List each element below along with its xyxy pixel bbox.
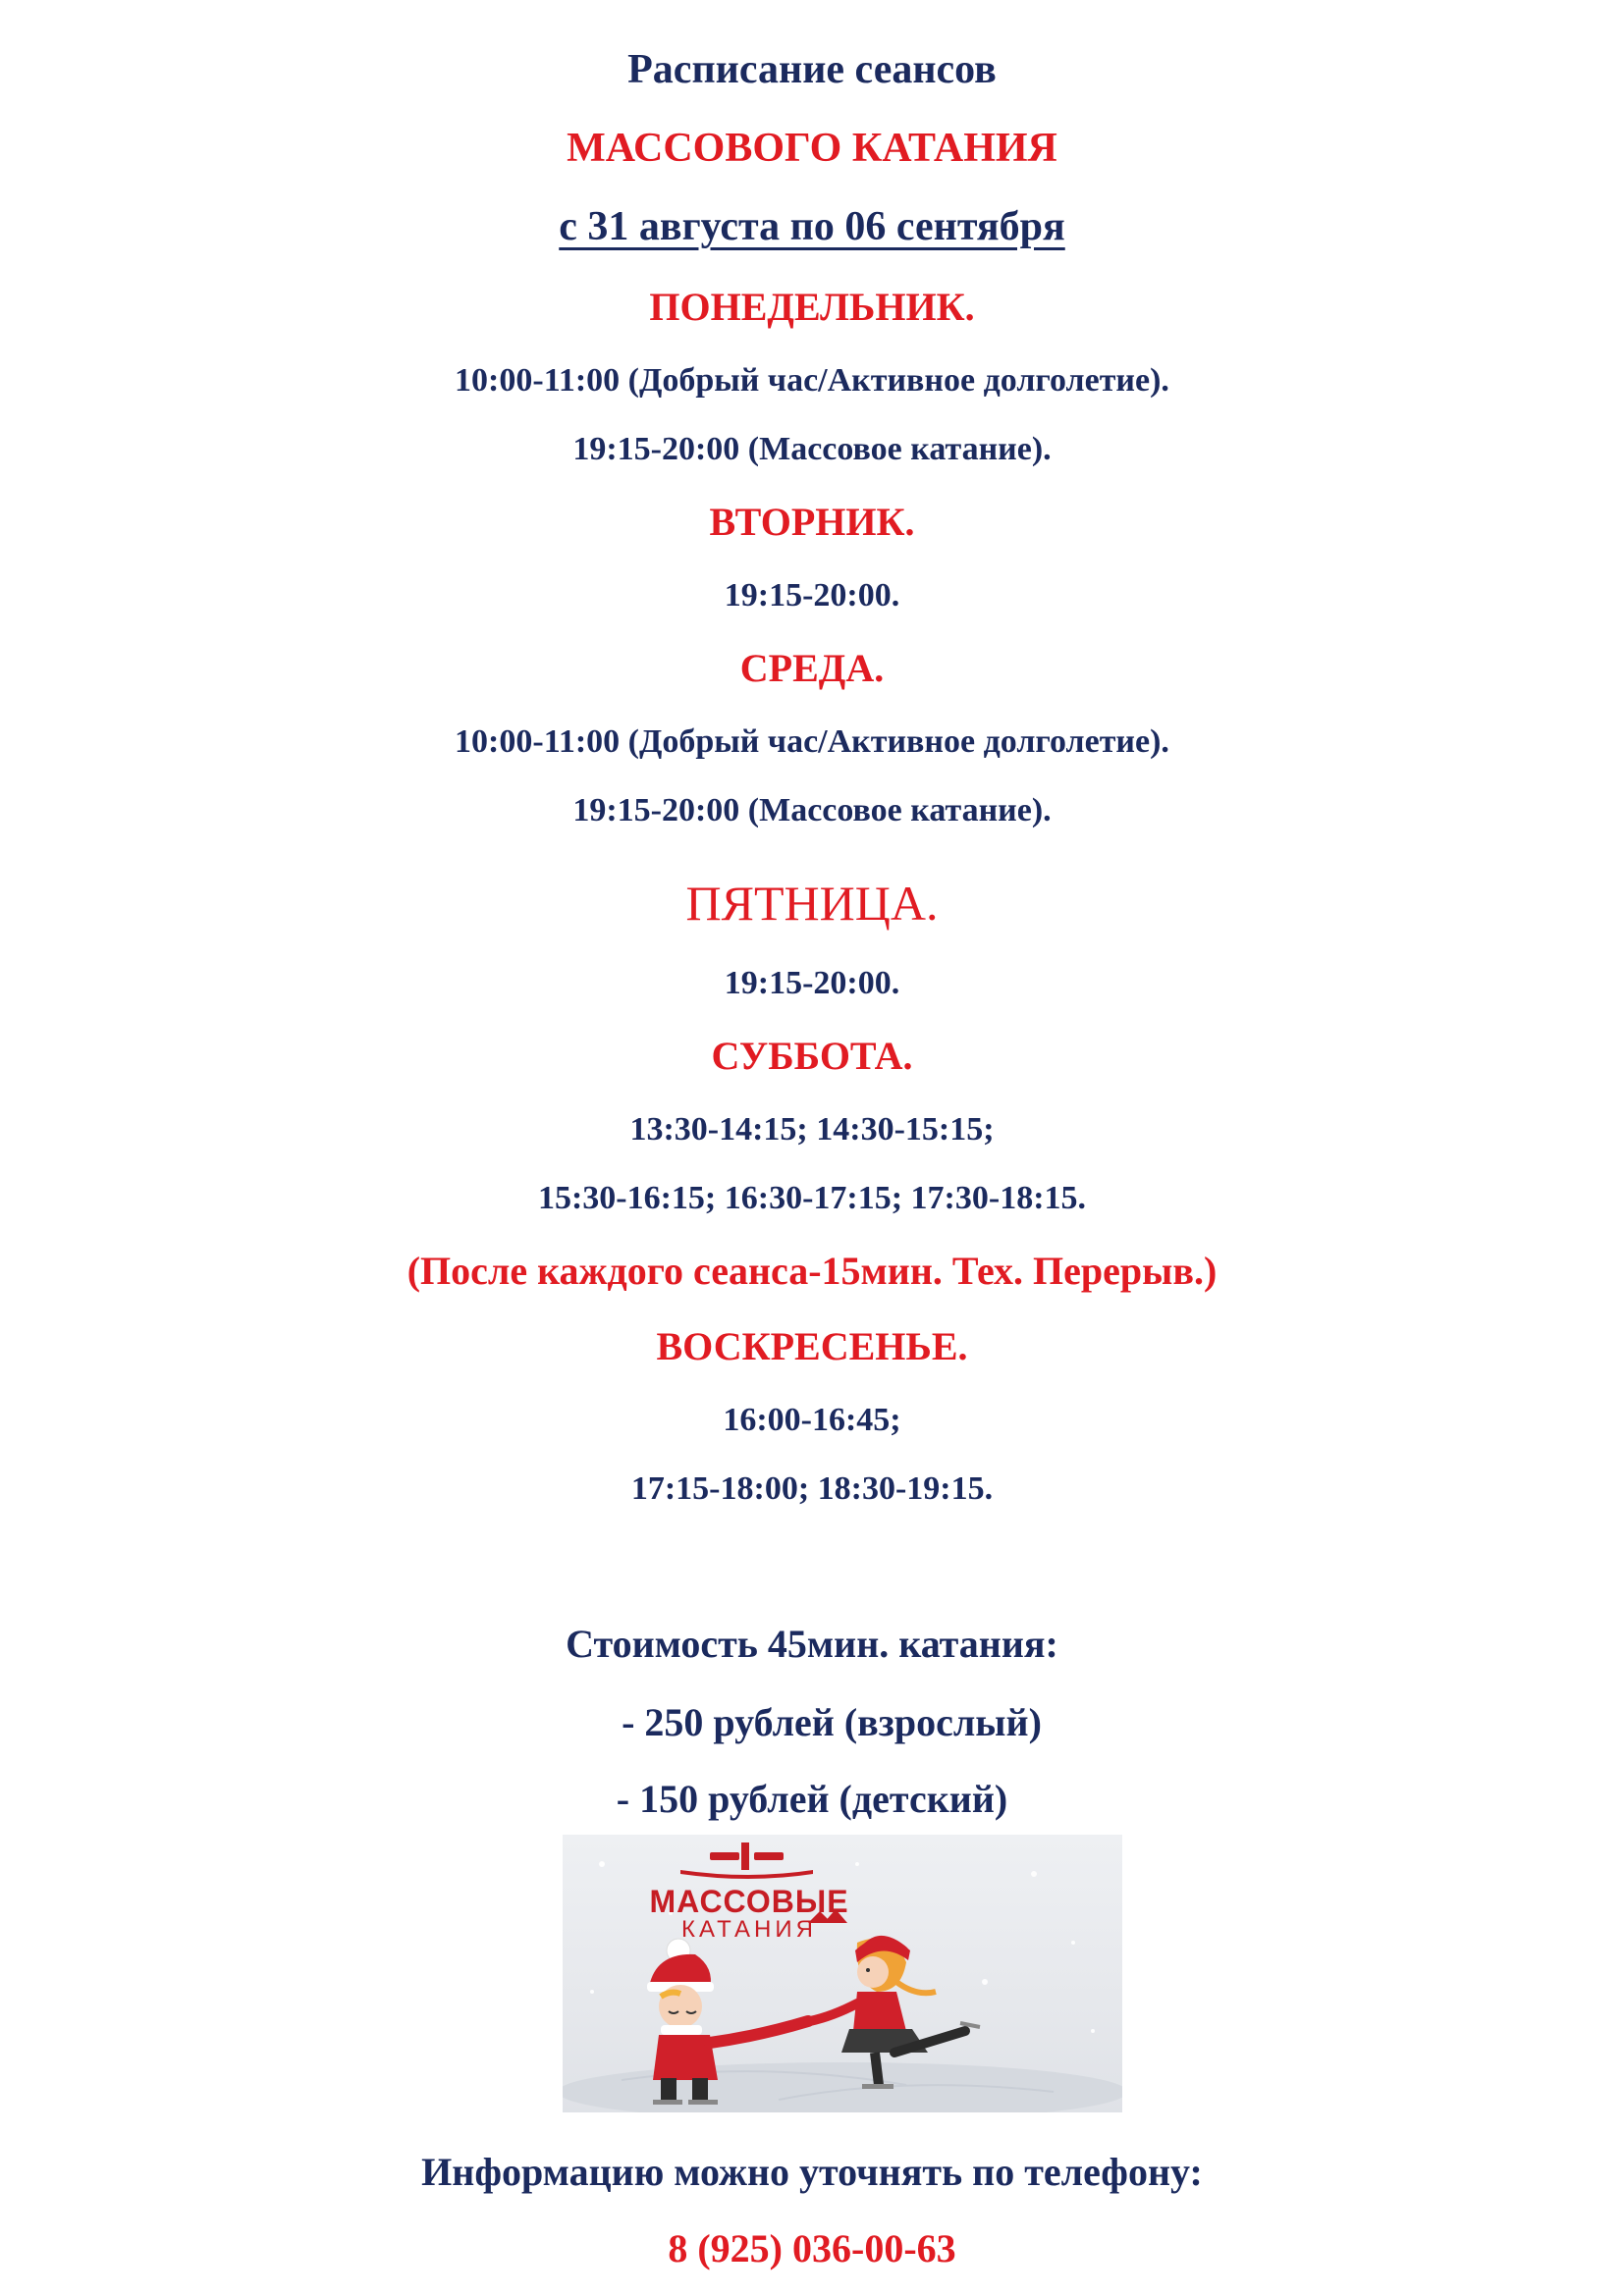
wednesday-session-2: 19:15-20:00 (Массовое катание). bbox=[572, 792, 1052, 828]
price-heading: Стоимость 45мин. катания: bbox=[566, 1622, 1058, 1666]
wednesday-session-1: 10:00-11:00 (Добрый час/Активное долголетие). bbox=[455, 723, 1169, 760]
sunday-session-2: 17:15-18:00; 18:30-19:15. bbox=[630, 1470, 994, 1507]
logo-subtitle: КАТАНИЯ bbox=[681, 1916, 817, 1943]
tuesday-session-1: 19:15-20:00. bbox=[724, 577, 900, 614]
day-monday: ПОНЕДЕЛЬНИК. bbox=[649, 285, 975, 329]
schedule-subtitle: МАССОВОГО КАТАНИЯ bbox=[567, 126, 1057, 171]
contact-label: Информацию можно уточнять по телефону: bbox=[421, 2150, 1203, 2194]
saturday-session-2: 15:30-16:15; 16:30-17:15; 17:30-18:15. bbox=[537, 1180, 1087, 1216]
schedule-period bbox=[0, 206, 1624, 247]
logo-title: МАССОВЫЕ bbox=[649, 1884, 849, 1919]
schedule-title: Расписание сеансов bbox=[627, 47, 997, 92]
skating-illustration bbox=[563, 1835, 1122, 2112]
day-friday: ПЯТНИЦА. bbox=[685, 876, 939, 931]
saturday-break-note: (После каждого сеанса-15мин. Тех. Перерыв.) bbox=[406, 1249, 1218, 1293]
sunday-session-1: 16:00-16:45; bbox=[723, 1402, 901, 1438]
schedule-period-text: с 31 августа по 06 сентября bbox=[559, 204, 1065, 249]
contact-phone[interactable]: 8 (925) 036-00-63 bbox=[668, 2226, 956, 2270]
saturday-session-1: 13:30-14:15; 14:30-15:15; bbox=[629, 1111, 995, 1148]
monday-session-1: 10:00-11:00 (Добрый час/Активное долголетие). bbox=[455, 362, 1169, 399]
friday-session-1: 19:15-20:00. bbox=[724, 965, 900, 1001]
day-sunday: ВОСКРЕСЕНЬЕ. bbox=[656, 1324, 968, 1368]
price-child: - 150 рублей (детский) bbox=[616, 1777, 1008, 1821]
day-tuesday: ВТОРНИК. bbox=[709, 500, 915, 544]
price-adult: - 250 рублей (взрослый) bbox=[622, 1700, 1042, 1744]
day-wednesday: СРЕДА. bbox=[739, 646, 885, 690]
monday-session-2: 19:15-20:00 (Массовое катание). bbox=[572, 431, 1052, 467]
day-saturday: СУББОТА. bbox=[711, 1034, 913, 1078]
skaters-picture bbox=[563, 1835, 1122, 2112]
